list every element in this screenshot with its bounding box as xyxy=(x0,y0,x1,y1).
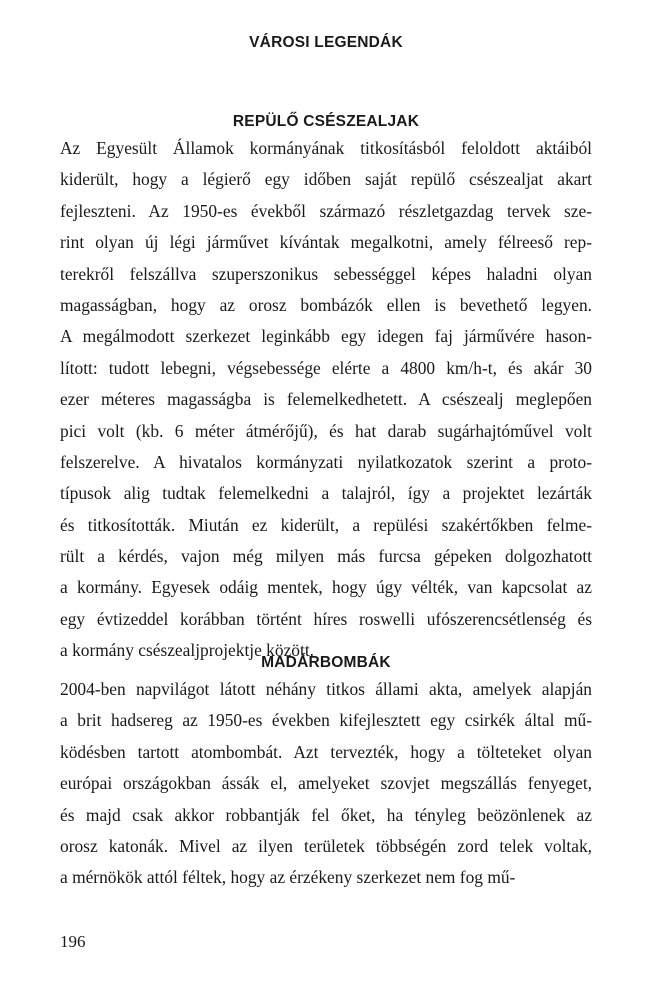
section-body-repulo-cseszealjak xyxy=(60,133,592,667)
text-line: fejleszteni. Az 1950-es évekből származó részletgazdag tervek sze- xyxy=(60,200,592,221)
section-body-madarbombak xyxy=(60,674,592,894)
text-line: európai országokban ássák el, amelyeket szovjet megszállás fenyeget, xyxy=(60,773,592,794)
text-line: rült a kérdés, vajon még milyen más furcsa gépeken dolgozhatott xyxy=(60,546,592,567)
text-line: típusok alig tudtak felemelkedni a talajról, így a projektet lezárták xyxy=(60,483,592,504)
text-line: magasságban, hogy az orosz bombázók ellen is bevethető legyen. xyxy=(60,294,592,315)
text-line: Az Egyesült Államok kormányának titkosításból feloldott aktáiból xyxy=(60,138,592,158)
text-line: kiderült, hogy a légierő egy időben saját repülő csészealjat akart xyxy=(60,169,592,190)
text-line: a mérnökök attól féltek, hogy az érzékeny szerkezet nem fog mű- xyxy=(60,867,516,888)
text-line: a kormány. Egyesek odáig mentek, hogy úgy vélték, van kapcsolat az xyxy=(60,577,592,598)
text-line: 2004-ben napvilágot látott néhány titkos állami akta, amelyek alapján xyxy=(60,679,592,699)
text-line: a kormány csészealjprojektje között. xyxy=(60,640,314,661)
text-line: és majd csak akkor robbantják fel őket, ha tényleg beözönlenek az xyxy=(60,804,592,825)
text-line: orosz katonák. Mivel az ilyen területek többségén zord telek voltak, xyxy=(60,835,592,856)
section-heading-repulo-cseszealjak: REPÜLŐ CSÉSZEALJAK xyxy=(232,113,420,130)
text-line: A megálmodott szerkezet leginkább egy idegen faj járművére hason- xyxy=(60,326,592,347)
text-line: rint olyan új légi járművet kívántak megalkotni, amely félreeső rep- xyxy=(60,232,592,253)
text-line: egy évtizeddel korábban történt híres roswelli ufószerencsétlenség és xyxy=(60,608,592,629)
text-line: terekről felszállva szuperszonikus sebességgel képes haladni olyan xyxy=(60,263,592,284)
text-line: és titkosították. Miután ez kiderült, a repülési szakértőkben felme- xyxy=(60,514,592,535)
text-line: ezer méteres magasságba is felemelkedhetett. A csészealj meglepően xyxy=(60,389,592,410)
text-line: pici volt (kb. 6 méter átmérőjű), és hat darab sugárhajtóművel volt xyxy=(60,420,592,441)
section-heading-madarbombak: MADÁRBOMBÁK xyxy=(261,654,391,671)
text-line: ködésben tartott atombombát. Azt tervezték, hogy a tölteteket olyan xyxy=(60,741,592,762)
text-line: lított: tudott lebegni, végsebessége elérte a 4800 km/h-t, és akár 30 xyxy=(60,357,592,378)
text-line: felszerelve. A hivatalos kormányzati nyilatkozatok szerint a proto- xyxy=(60,451,592,472)
text-line: a brit hadsereg az 1950-es években kifejlesztett egy csirkék által mű- xyxy=(60,710,592,731)
running-head: VÁROSI LEGENDÁK xyxy=(249,34,403,51)
page-number: 196 xyxy=(60,932,86,951)
